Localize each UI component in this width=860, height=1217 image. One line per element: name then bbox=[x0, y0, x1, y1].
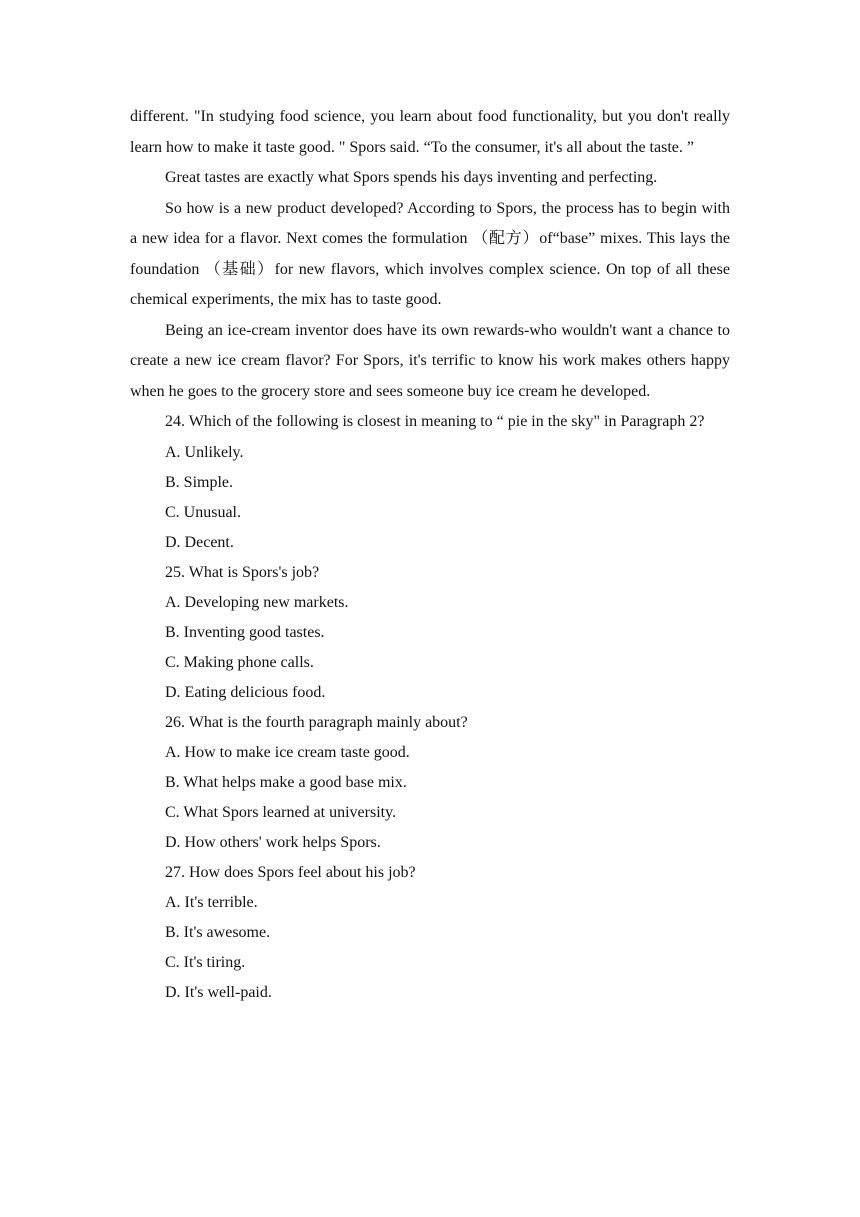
option-d: D. Eating delicious food. bbox=[165, 683, 326, 701]
question-24 bbox=[130, 407, 730, 558]
document-page bbox=[130, 101, 730, 1008]
question-26 bbox=[130, 708, 730, 858]
option-b: B. What helps make a good base mix. bbox=[165, 773, 407, 791]
option-a: A. It's terrible. bbox=[165, 893, 258, 911]
option-c: C. What Spors learned at university. bbox=[165, 803, 397, 821]
question-stem: 25. What is Spors's job? bbox=[165, 563, 320, 581]
option-a: A. Developing new markets. bbox=[165, 593, 349, 611]
option-a: A. How to make ice cream taste good. bbox=[165, 743, 410, 761]
option-d: D. How others' work helps Spors. bbox=[165, 833, 381, 851]
option-a: A. Unlikely. bbox=[165, 443, 244, 461]
question-stem: 27. How does Spors feel about his job? bbox=[165, 863, 416, 881]
question-27 bbox=[130, 858, 730, 1008]
option-d: D. Decent. bbox=[165, 533, 234, 551]
passage-paragraph-process: So how is a new product developed? According to Spors, the process has to begin with a new idea for a flavor. Next comes the formulation （配方）of“base” mixes. This lays the foundation （基础）for new flavors, which involves complex science. On top of all these chemical experiments, the mix has to taste good. bbox=[130, 199, 730, 308]
question-25 bbox=[130, 558, 730, 708]
option-b: B. Simple. bbox=[165, 473, 234, 491]
option-d: D. It's well-paid. bbox=[165, 983, 272, 1001]
option-b: B. Inventing good tastes. bbox=[165, 623, 325, 641]
option-c: C. Unusual. bbox=[165, 503, 241, 521]
option-b: B. It's awesome. bbox=[165, 923, 271, 941]
question-stem: 24. Which of the following is closest in meaning to “ pie in the sky" in Paragraph 2? bbox=[165, 413, 705, 430]
passage-paragraph-rewards: Being an ice-cream inventor does have its own rewards-who wouldn't want a chance to create a new ice cream flavor? For Spors, it's terrific to know his work makes others happy when he goes to the grocery store and sees someone buy ice cream he developed. bbox=[130, 321, 730, 400]
passage-paragraph-continued: different. "In studying food science, you learn about food functionality, but you don't really learn how to make it taste good. " Spors said. “To the consumer, it's all about the taste. ” bbox=[130, 108, 730, 156]
option-c: C. It's tiring. bbox=[165, 953, 246, 971]
question-stem: 26. What is the fourth paragraph mainly about? bbox=[165, 713, 468, 731]
option-c: C. Making phone calls. bbox=[165, 653, 314, 671]
passage-paragraph-great-tastes: Great tastes are exactly what Spors spends his days inventing and perfecting. bbox=[165, 169, 658, 186]
